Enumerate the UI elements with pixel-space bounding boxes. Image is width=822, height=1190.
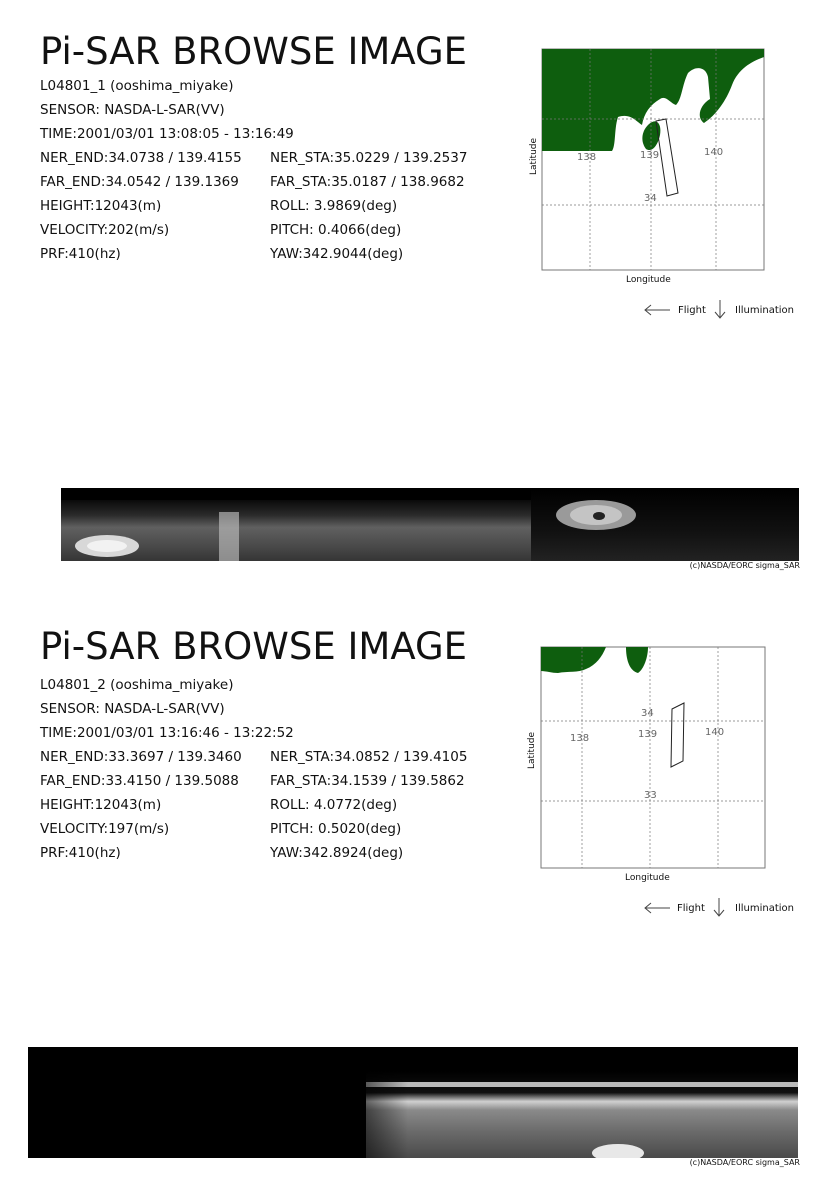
lon-label-138: 138: [577, 152, 597, 163]
flight-arrow-icon: [645, 305, 670, 315]
illumination-arrow-icon: [715, 300, 725, 318]
velocity-info: VELOCITY:202(m/s): [40, 222, 170, 238]
lon-label-139: 139: [638, 729, 658, 740]
ner-sta: NER_STA:34.0852 / 139.4105: [270, 749, 468, 765]
prf-info: PRF:410(hz): [40, 845, 121, 861]
lat-label-33: 33: [644, 790, 657, 801]
direction-legend: [640, 296, 810, 322]
map-xlabel: Longitude: [625, 873, 670, 883]
roll-info: ROLL: 3.9869(deg): [270, 198, 398, 214]
sar-image-strip: [28, 1047, 798, 1158]
sar-bright-edge: [366, 1082, 798, 1087]
sar-bright-band: [219, 512, 239, 561]
roll-info: ROLL: 4.0772(deg): [270, 797, 398, 813]
pitch-info: PITCH: 0.4066(deg): [270, 222, 402, 238]
sensor-info: SENSOR: NASDA-L-SAR(VV): [40, 701, 225, 717]
illumination-label: Illumination: [735, 903, 794, 914]
lon-label-140: 140: [705, 727, 725, 738]
map-xlabel: Longitude: [626, 275, 671, 285]
time-info: TIME:2001/03/01 13:08:05 - 13:16:49: [40, 126, 294, 142]
page-title: Pi-SAR BROWSE IMAGE: [40, 625, 468, 668]
far-end: FAR_END:33.4150 / 139.5088: [40, 773, 239, 789]
yaw-info: YAW:342.8924(deg): [270, 845, 404, 861]
far-end: FAR_END:34.0542 / 139.1369: [40, 174, 239, 190]
illumination-arrow-icon: [714, 898, 724, 916]
ner-sta: NER_STA:35.0229 / 139.2537: [270, 150, 468, 166]
ner-end: NER_END:33.3697 / 139.3460: [40, 749, 242, 765]
ner-end: NER_END:34.0738 / 139.4155: [40, 150, 242, 166]
page-title: Pi-SAR BROWSE IMAGE: [40, 30, 468, 73]
sensor-info: SENSOR: NASDA-L-SAR(VV): [40, 102, 225, 118]
direction-legend: [640, 894, 810, 920]
height-info: HEIGHT:12043(m): [40, 797, 162, 813]
credit-line: (c)NASDA/EORC sigma_SAR: [689, 561, 800, 570]
sar-image-strip: [61, 488, 799, 561]
lat-label-34: 34: [644, 193, 657, 204]
browse-section-2: [0, 595, 822, 1190]
scene-id: L04801_1 (ooshima_miyake): [40, 78, 234, 94]
map-ylabel: Latitude: [529, 137, 539, 175]
sar-swath-left: [61, 500, 551, 561]
pitch-info: PITCH: 0.5020(deg): [270, 821, 402, 837]
lon-label-138: 138: [570, 733, 590, 744]
location-map: [520, 643, 780, 888]
flight-label: Flight: [677, 903, 705, 914]
yaw-info: YAW:342.9044(deg): [270, 246, 404, 262]
far-sta: FAR_STA:34.1539 / 139.5862: [270, 773, 465, 789]
map-ylabel: Latitude: [527, 731, 537, 769]
far-sta: FAR_STA:35.0187 / 138.9682: [270, 174, 465, 190]
illumination-label: Illumination: [735, 305, 794, 316]
location-map: [520, 45, 780, 290]
flight-arrow-icon: [645, 903, 670, 913]
lat-label-34: 34: [641, 708, 654, 719]
prf-info: PRF:410(hz): [40, 246, 121, 262]
velocity-info: VELOCITY:197(m/s): [40, 821, 170, 837]
lon-label-139: 139: [640, 150, 660, 161]
credit-line: (c)NASDA/EORC sigma_SAR: [689, 1158, 800, 1167]
map-frame: [541, 647, 765, 868]
lon-label-140: 140: [704, 147, 724, 158]
flight-label: Flight: [678, 305, 706, 316]
scene-id: L04801_2 (ooshima_miyake): [40, 677, 234, 693]
time-info: TIME:2001/03/01 13:16:46 - 13:22:52: [40, 725, 294, 741]
height-info: HEIGHT:12043(m): [40, 198, 162, 214]
